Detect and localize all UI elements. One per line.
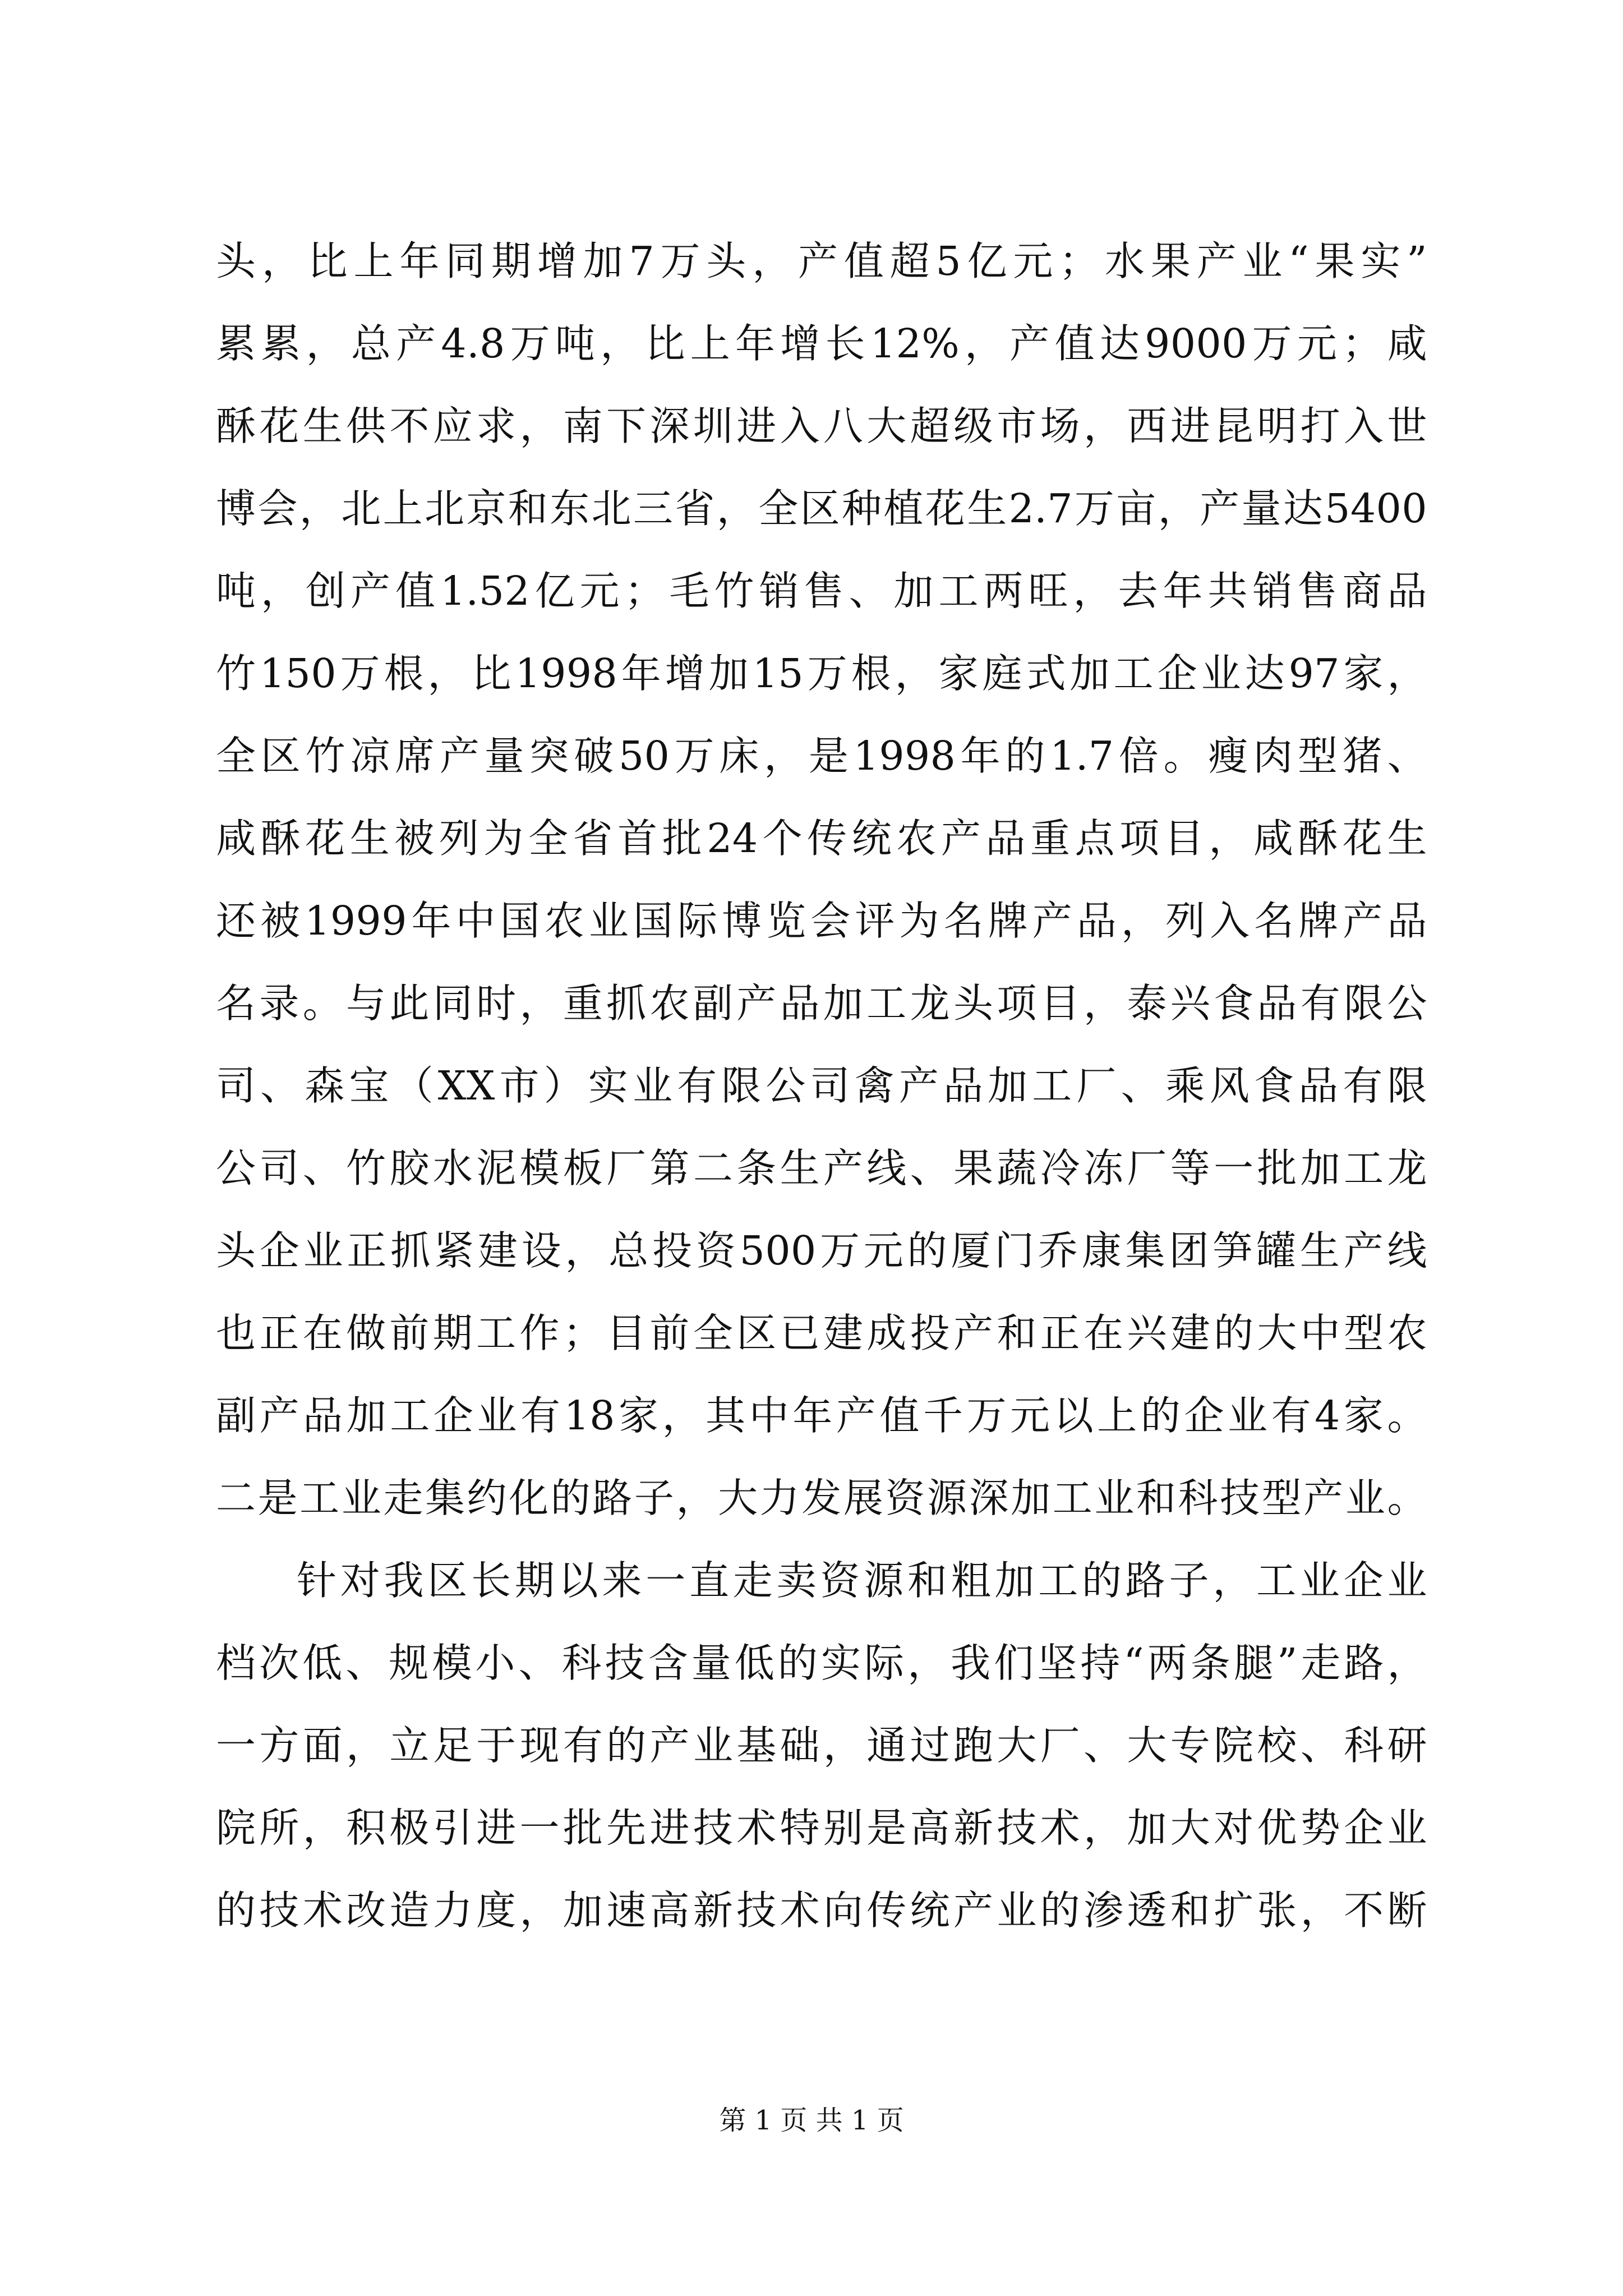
text-line: 名录。与此同时，重抓农副产品加工龙头项目，泰兴食品有限公 — [216, 980, 1427, 1027]
text-line: 也正在做前期工作；目前全区已建成投产和正在兴建的大中型农 — [216, 1310, 1427, 1356]
text-line: 二是工业走集约化的路子，大力发展资源深加工业和科技型产业。 — [216, 1475, 1427, 1521]
text-line: 吨，创产值1.52亿元；毛竹销售、加工两旺，去年共销售商品 — [216, 568, 1427, 614]
text-line: 博会，北上北京和东北三省，全区种植花生2.7万亩，产量达5400 — [216, 485, 1427, 532]
text-line: 司、森宝（XX市）实业有限公司禽产品加工厂、乘风食品有限 — [216, 1062, 1427, 1109]
text-line: 头，比上年同期增加7万头，产值超5亿元；水果产业“果实” — [216, 238, 1427, 284]
text-line: 头企业正抓紧建设，总投资500万元的厦门乔康集团笋罐生产线 — [216, 1227, 1427, 1274]
paragraph-first-line: 针对我区长期以来一直走卖资源和粗加工的路子，工业企业 — [297, 1557, 1427, 1604]
text-line: 一方面，立足于现有的产业基础，通过跑大厂、大专院校、科研 — [216, 1722, 1427, 1769]
text-line: 酥花生供不应求，南下深圳进入八大超级市场，西进昆明打入世 — [216, 403, 1427, 449]
text-line: 咸酥花生被列为全省首批24个传统农产品重点项目，咸酥花生 — [216, 815, 1427, 862]
text-line: 还被1999年中国农业国际博览会评为名牌产品，列入名牌产品 — [216, 898, 1427, 944]
text-line: 全区竹凉席产量突破50万床，是1998年的1.7倍。瘦肉型猪、 — [216, 733, 1427, 779]
document-body — [216, 220, 1427, 1952]
text-line: 公司、竹胶水泥模板厂第二条生产线、果蔬冷冻厂等一批加工龙 — [216, 1145, 1427, 1191]
text-line: 竹150万根，比1998年增加15万根，家庭式加工企业达97家， — [216, 650, 1427, 697]
text-line: 累累，总产4.8万吨，比上年增长12%，产值达9000万元；咸 — [216, 320, 1427, 367]
page-number-footer: 第 1 页 共 1 页 — [719, 2105, 904, 2136]
text-line: 副产品加工企业有18家，其中年产值千万元以上的企业有4家。 — [216, 1392, 1427, 1439]
text-line: 的技术改造力度，加速高新技术向传统产业的渗透和扩张，不断 — [216, 1887, 1427, 1934]
text-line: 档次低、规模小、科技含量低的实际，我们坚持“两条腿”走路， — [216, 1640, 1427, 1686]
text-line: 院所，积极引进一批先进技术特别是高新技术，加大对优势企业 — [216, 1805, 1427, 1851]
